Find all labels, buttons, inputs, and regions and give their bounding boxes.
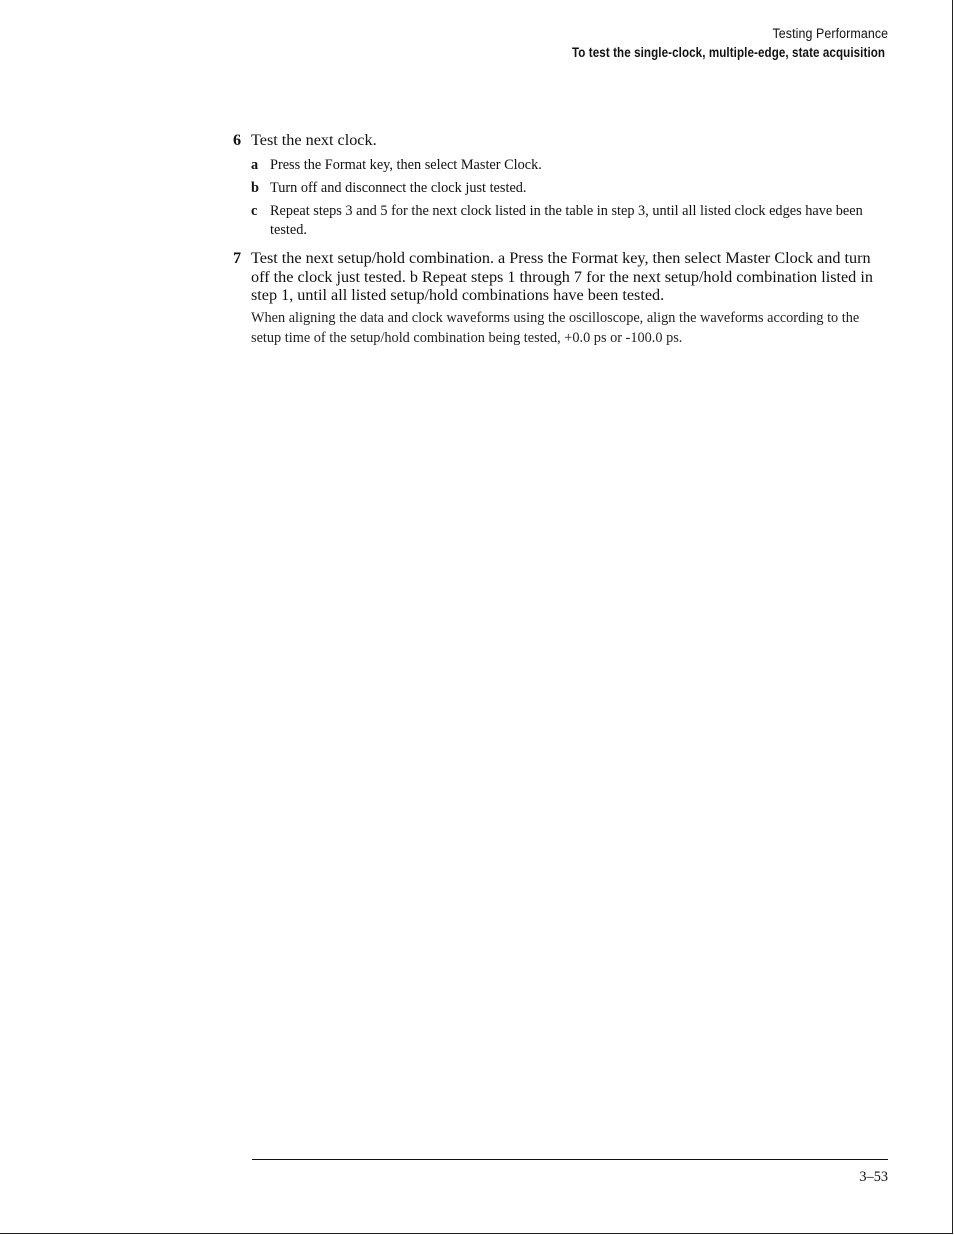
step-body — [251, 131, 889, 244]
page-border-bottom — [0, 1233, 953, 1234]
step-body — [251, 249, 889, 305]
substep-list — [251, 156, 889, 240]
step-number: 7 — [233, 248, 242, 267]
step-text: Test the next setup/hold combination. a Press the Format key, then select Master Clock and turn off the clock just tested. b Repeat steps 1 through 7 for the next setup/hold combination listed in step 1, until all listed setup/hold combinations have been tested. — [251, 248, 873, 305]
header-section-title: Testing Performance — [772, 26, 888, 41]
footer-rule — [252, 1159, 888, 1160]
substep-text: Turn off and disconnect the clock just tested. — [270, 179, 527, 196]
page-border-right — [952, 0, 953, 1234]
step-7 — [233, 249, 889, 305]
substep-letter: a — [251, 156, 259, 173]
running-header — [521, 24, 888, 62]
substep-a — [251, 156, 889, 175]
step-6 — [233, 131, 889, 244]
step-number: 6 — [233, 131, 242, 149]
substep-text: Repeat steps 3 and 5 for the next clock listed in the table in step 3, until all listed clock edges have been tested. — [270, 202, 863, 238]
substep-c — [251, 202, 889, 240]
substep-letter: c — [251, 202, 258, 219]
header-subsection-title: To test the single-clock, multiple-edge, state acquisition — [571, 45, 885, 60]
step-note: When aligning the data and clock waveforms using the oscilloscope, align the waveforms according to the setup time of the setup/hold combination being tested, +0.0 ps or -100.0 ps. — [251, 310, 860, 346]
substep-text: Press the Format key, then select Master Clock. — [270, 156, 542, 173]
main-content — [233, 131, 889, 348]
page-number: 3–53 — [859, 1169, 888, 1185]
substep-b — [251, 179, 889, 198]
substep-letter: b — [251, 179, 259, 196]
step-text: Test the next clock. — [251, 131, 377, 149]
